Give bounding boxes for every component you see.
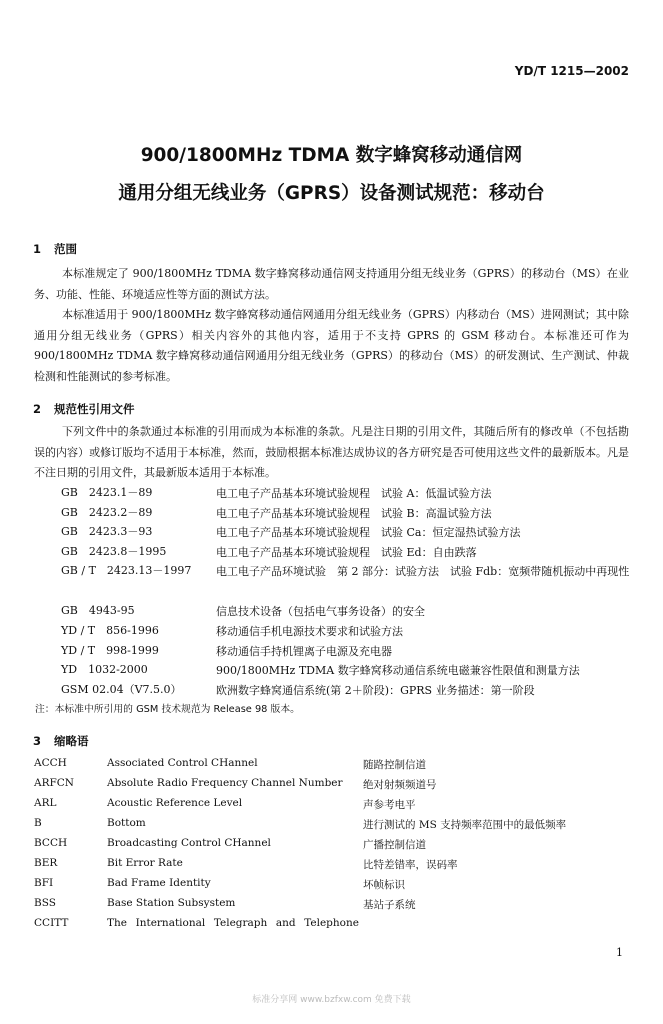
abbreviation: BCCH (34, 837, 68, 849)
reference-code: GB 2423.8－1995 (61, 544, 167, 558)
section-2-heading (33, 401, 135, 417)
word: and (275, 917, 296, 929)
reference-title: 信息技术设备（包括电气事务设备）的安全 (216, 605, 425, 619)
reference-code: GB 2423.3－93 (61, 525, 153, 539)
reference-title: 电工电子产品基本环境试验规程 试验 Ed：自由跌落 (216, 545, 477, 559)
abbreviation-chinese: 声参考电平 (363, 799, 416, 811)
section-3-heading (33, 733, 89, 749)
abbreviation: CCITT (34, 917, 69, 929)
abbreviation: ACCH (34, 757, 67, 769)
abbreviation-english: Acoustic Reference Level (107, 797, 243, 809)
reference-title: 电工电子产品基本环境试验规程 试验 Ca：恒定湿热试验方法 (216, 526, 521, 540)
reference-title: 电工电子产品基本环境试验规程 试验 B：高温试验方法 (216, 506, 492, 520)
abbreviation-chinese: 进行测试的 MS 支持频率范围中的最低频率 (363, 819, 567, 831)
section-title: 范围 (54, 242, 77, 256)
abbreviation: ARFCN (34, 777, 74, 789)
reference-code: GB / T 2423.13－1997 (61, 564, 192, 578)
abbreviation: BSS (34, 897, 56, 909)
abbreviation-english: Bit Error Rate (107, 857, 183, 869)
abbreviation-chinese: 坏帧标识 (363, 879, 405, 891)
paragraph: 本标准适用于 900/1800MHz 数字蜂窝移动通信网通用分组无线业务（GPRS）内移动台（MS）进网测试；其中除通用分组无线业务（GPRS）相关内容外的其他内容，适用于不支持 GPRS 的 GSM 移动台。本标准还可作为 900/1800MHz TDMA 数字蜂窝移动通信网通用分组无线业务（GPRS）的移动台（MS）的研发测试、生产测试、仲裁检测和性能测试的参考标准。 (34, 308, 629, 383)
word: International (135, 917, 206, 929)
paragraph: 本标准规定了 900/1800MHz TDMA 数字蜂窝移动通信网支持通用分组无线业务（GPRS）的移动台（MS）在业务、功能、性能、环境适应性等方面的测试方法。 (34, 267, 629, 301)
document-code: YD/T 1215—2002 (514, 64, 629, 78)
reference-code: GB 2423.1－89 (61, 486, 153, 499)
reference-code: GSM 02.04（V7.5.0） (61, 682, 182, 696)
abbreviation-chinese: 基站子系统 (363, 899, 416, 911)
section-1-heading (33, 241, 77, 257)
abbreviation: ARL (34, 797, 57, 809)
abbreviation-chinese: 绝对射频频道号 (363, 779, 437, 791)
reference-code: YD 1032-2000 (61, 663, 148, 677)
abbreviation-chinese: 比特差错率，误码率 (363, 859, 458, 871)
section-number: 3 (33, 734, 42, 748)
abbreviation: B (34, 817, 42, 829)
page-number: 1 (616, 946, 623, 959)
word: Telephone (304, 917, 359, 929)
abbreviation-english (107, 917, 359, 929)
abbreviation-english: Bad Frame Identity (107, 877, 211, 889)
abbreviation-chinese: 广播控制信道 (363, 839, 426, 851)
reference-title: 移动通信手机电源技术要求和试验方法 (216, 624, 403, 638)
reference-title: 欧洲数字蜂窝通信系统(第 2＋阶段)：GPRS 业务描述：第一阶段 (216, 683, 535, 697)
reference-title: 900/1800MHz TDMA 数字蜂窝移动通信系统电磁兼容性限值和测量方法 (216, 664, 580, 678)
reference-code: YD / T 998-1999 (61, 643, 159, 657)
reference-title: 电工电子产品环境试验 第 2 部分：试验方法 试验 Fdb：宽频带随机振动中再现性 (216, 565, 630, 579)
abbreviation: BFI (34, 877, 54, 889)
section-number: 1 (33, 242, 42, 256)
section-title: 缩略语 (54, 734, 89, 748)
section-2-intro (34, 422, 629, 484)
reference-title: 电工电子产品基本环境试验规程 试验 A：低温试验方法 (216, 487, 492, 500)
abbreviation-english: Absolute Radio Frequency Channel Number (107, 777, 343, 789)
reference-code: GB 2423.2－89 (61, 505, 153, 519)
footer-watermark: 标准分享网 www.bzfxw.com 免费下载 (252, 995, 411, 1005)
abbreviation: BER (34, 857, 58, 869)
section-number: 2 (33, 402, 42, 416)
word: Telegraph (213, 917, 268, 929)
abbreviation-english: Broadcasting Control CHannel (107, 837, 271, 849)
abbreviation-english: Base Station Subsystem (107, 897, 236, 909)
abbreviation-chinese: 随路控制信道 (363, 759, 426, 771)
reference-title: 移动通信手持机锂离子电源及充电器 (216, 644, 392, 658)
reference-note: 注：本标准中所引用的 GSM 技术规范为 Release 98 版本。 (35, 704, 300, 715)
reference-code: GB 4943-95 (61, 604, 135, 618)
abbreviation-english: Associated Control CHannel (107, 757, 258, 769)
abbreviation-english: Bottom (107, 817, 146, 829)
section-title: 规范性引用文件 (54, 402, 135, 416)
title-line-2: 通用分组无线业务（GPRS）设备测试规范：移动台 (118, 183, 545, 204)
title-line-1: 900/1800MHz TDMA 数字蜂窝移动通信网 (140, 145, 523, 166)
paragraph: 下列文件中的条款通过本标准的引用而成为本标准的条款。凡是注日期的引用文件，其随后所有的修改单（不包括勘误的内容）或修订版均不适用于本标准，然而，鼓励根据本标准达成协议的各方研究是否可使用这些文件的最新版本。凡是不注日期的引用文件，其最新版本适用于本标准。 (34, 425, 629, 479)
reference-code: YD / T 856-1996 (61, 623, 159, 637)
section-1-body (34, 264, 629, 387)
word: The (107, 917, 127, 929)
